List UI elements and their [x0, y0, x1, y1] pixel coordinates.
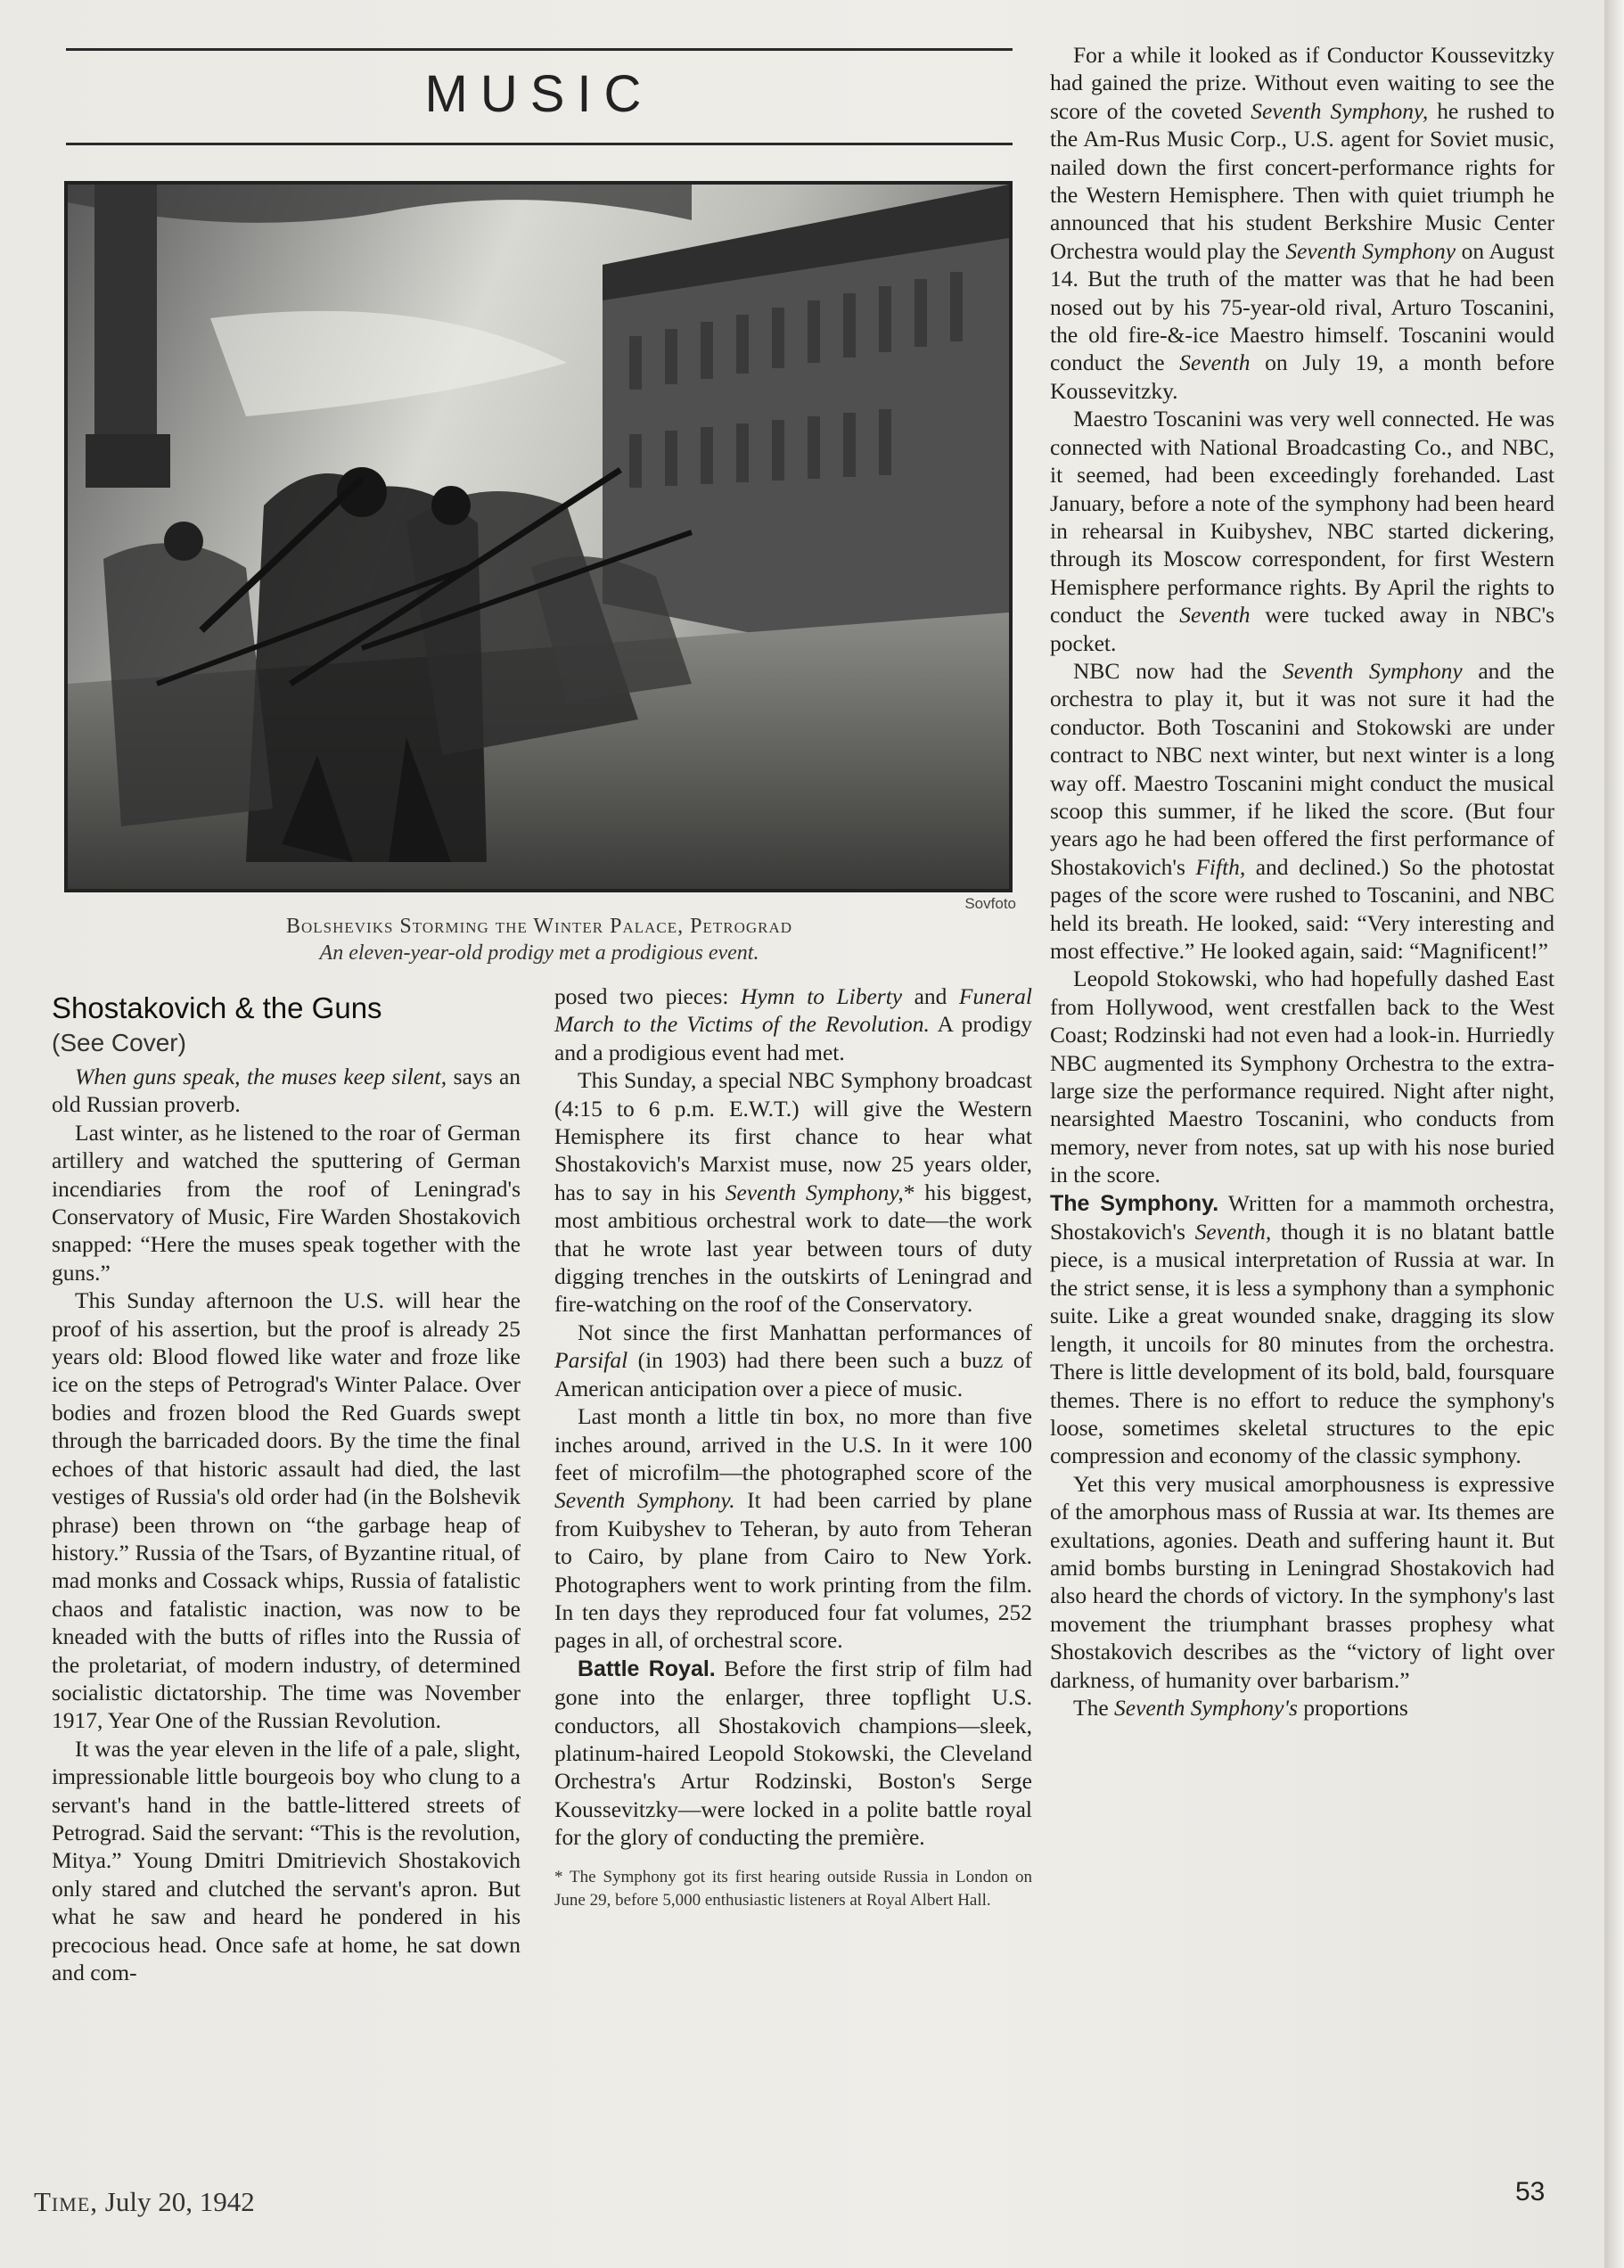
paragraph — [554, 1402, 1032, 1655]
paragraph-text: (in 1903) had there been such a buzz of American anticipation over a piece of music. — [554, 1347, 1032, 1401]
magazine-name: Time, — [34, 2186, 99, 2217]
paragraph-text: says an old Russian proverb. — [52, 1064, 521, 1118]
paragraph-text: * his biggest, most ambitious orchestral work to date—the work that he wrote last year between tours of duty digging trenches in the outskirts of Leningrad and fire-watching on the roof of the Conservatory. — [554, 1179, 1033, 1318]
work-title: Seventh Symphony, — [725, 1179, 904, 1205]
paragraph — [554, 1319, 1032, 1402]
paragraph-text: For a while it looked as if Conductor Koussevitzky had gained the prize. Without even waiting to see the score of the coveted — [1050, 42, 1554, 124]
title-rule — [66, 143, 1013, 145]
paragraph-text: proportions — [1297, 1694, 1408, 1721]
see-cover-note: (See Cover) — [52, 1029, 186, 1056]
proverb-italic: When guns speak, the muses keep silent, — [75, 1064, 447, 1089]
article-headline: Shostakovich & the Guns — [52, 991, 382, 1024]
paragraph-text: The — [1073, 1694, 1115, 1721]
paragraph-text: posed two pieces: — [554, 983, 741, 1009]
article-column-2 — [554, 982, 1032, 1912]
paragraph — [1050, 41, 1554, 405]
paragraph — [52, 1063, 521, 1119]
photo-caption-subtitle: An eleven-year-old prodigy met a prodigious event. — [319, 941, 759, 965]
paragraph-text: Written for a mammoth orchestra, Shostakovich's — [1050, 1189, 1554, 1245]
work-title: Seventh, — [1194, 1219, 1272, 1245]
footnote: * The Symphony got its first hearing outside Russia in London on June 29, before 5,000 enthusiastic listeners at Royal Albert Hall. — [554, 1867, 1032, 1910]
paragraph — [1050, 657, 1554, 965]
work-title: Seventh — [1179, 349, 1251, 376]
paragraph-text: and — [902, 983, 959, 1009]
paragraph-text: were tucked away in NBC's pocket. — [1050, 602, 1555, 656]
issue-date: July 20, 1942 — [98, 2186, 255, 2217]
work-title: Seventh Symphony — [1285, 237, 1456, 264]
page-edge-shadow — [1604, 0, 1624, 2268]
paragraph-text: Maestro Toscanini was very well connected. He was connected with National Broadcasting Co., and NBC, it seemed, had been exceedingly forehanded. Last January, before a note of the symphony had been heard in rehearsal in Kuibyshev, NBC started dickering, through its Moscow correspondent, for first Western Hemisphere performance rights. By April the rights to conduct the — [1050, 406, 1554, 629]
top-rule — [66, 48, 1013, 51]
work-title: Seventh Symphony, — [1251, 97, 1429, 124]
paragraph — [1050, 405, 1554, 657]
paragraph: Leopold Stokowski, who had hopefully dashed East from Hollywood, went crestfallen back to the West Coast; Rodzinski had not even had a look-in. Hurriedly NBC augmented its Symphony Orchestra to the extra-large size the performance required. Night after night, nearsighted Maestro Toscanini, who conducts from memory, never from notes, sat up with his nose buried in the score. — [1050, 966, 1554, 1188]
section-title: MUSIC — [424, 65, 654, 123]
paragraph — [554, 1066, 1032, 1319]
paragraph: This Sunday afternoon the U.S. will hear the proof of his assertion, but the proof is already 25 years old: Blood flowed like water and froze like ice on the steps of Petrograd's Winter Palace. Over bodies and frozen blood the Red Guards swept through the barricaded doors. By the time the final echoes of that historic assault had died, the last vestiges of Russia's old order had (in the Bolshevik phrase) been thrown on “the garbage heap of history.” Russia of the Tsars, of Byzantine ritual, of mad monks and Cossack whips, Russia of fatalistic chaos and fatalistic inaction, was now to be kneaded with the butts of rifles into the Russia of the proletariat, of modern industry, of determined socialistic dictatorship. The time was November 1917, Year One of the Russian Revolution. — [52, 1287, 521, 1734]
article-column-1 — [52, 990, 521, 1986]
paragraph-text: and the orchestra to play it, but it was not sure it had the conductor. Both Toscanini and Stokowski are under contract to NBC next winter, but next winter is a long way off. Maestro Toscanini might conduct the musical scoop this summer, if he liked the score. (But four years ago he had been offered the first performance of Shostakovich's — [1050, 657, 1554, 880]
paragraph-text: he rushed to the Am-Rus Music Corp., U.S. agent for Soviet music, nailed down the first concert-performance rights for the Western Hemisphere. Then with quiet triumph he announced that his student Berkshire Music Center Orchestra would play the — [1050, 97, 1554, 264]
paragraph: Yet this very musical amorphousness is expressive of the amorphous mass of Russia at war. Its themes are exultations, agonies. Death and suffering haunt it. But amid bombs bursting in Leningrad Shostakovich had also heard the chords of victory. In the symphony's last movement the triumphant brasses prophesy what Shostakovich describes as the “victory of light over darkness, of humanity over barbarism.” — [1050, 1470, 1554, 1693]
work-title: Seventh Symphony — [1282, 657, 1463, 684]
paragraph — [1050, 1694, 1554, 1722]
paragraph-text: Last month a little tin box, no more than five inches around, arrived in the U.S. In it were 100 feet of microfilm—the photographed score of the — [554, 1403, 1032, 1485]
paragraph-text: This Sunday, a special NBC Symphony broadcast (4:15 to 6 p.m. E.W.T.) will give the Western Hemisphere its first chance to hear what Shostakovich's Marxist muse, now 25 years older, has to say in his — [554, 1067, 1032, 1205]
paragraph-text: Before the first strip of film had gone into the enlarger, three topflight U.S. conductors, all Shostakovich champions—sleek, platinum-haired Leopold Stokowski, the Cleveland Orchestra's Artur Rodzinski, Boston's Serge Koussevitzky—were locked in a polite battle royal for the glory of conducting the première. — [554, 1655, 1032, 1851]
paragraph-text: NBC now had the — [1073, 657, 1283, 684]
paragraph-text: though it is no blatant battle piece, is a musical interpretation of Russia at war. In the strict sense, it is less a symphony than a symphonic suite. Like a great wounded snake, dragging its slow length, it uncoils for 80 minutes from the orchestra. There is little development of its bold, bald, foursquare themes. There is no effort to reduce the symphony's loose, sometimes skeletal structures to the epic compression and economy of the classic symphony. — [1050, 1219, 1554, 1469]
paragraph-text: and declined.) So the photostat pages of the score were rushed to Toscanini, and NBC held its breath. He looked, said: “Very interesting and most effective.” He looked again, said: “Magnificent!” — [1050, 853, 1554, 964]
paragraph — [554, 1655, 1032, 1852]
footer-issue — [34, 2186, 255, 2218]
photo-caption-title: Bolsheviks Storming the Winter Palace, Petrograd — [285, 915, 793, 938]
photo-credit: Sovfoto — [964, 895, 1016, 912]
subhead-battle-royal: Battle Royal. — [578, 1656, 716, 1681]
winter-palace-photo — [64, 181, 1013, 892]
work-title: Seventh Symphony's — [1114, 1694, 1298, 1721]
work-title: Funeral March to the Victims of the Revolution. — [554, 983, 1032, 1038]
work-title: Parsifal — [554, 1347, 628, 1374]
paragraph-text: on August 14. But the truth of the matter was that he had been nosed out by his 75-year-old rival, Arturo Toscanini, the old fire-&-ice Maestro himself. Toscanini would conduct the — [1050, 237, 1554, 376]
paragraph: It was the year eleven in the life of a pale, slight, impressionable little bourgeois boy who clung to a servant's hand in the battle-littered streets of Petrograd. Said the servant: “This is the revolution, Mitya.” Young Dmitri Dmitrievich Shostakovich only stared and clutched the servant's apron. But what he saw and heard he pondered in his precocious head. Once safe at home, he sat down and com- — [52, 1735, 521, 1985]
article-column-3 — [1050, 41, 1554, 1722]
work-title: Seventh Symphony. — [554, 1487, 735, 1514]
work-title: Fifth, — [1195, 853, 1246, 880]
work-title: Seventh — [1179, 602, 1251, 629]
paragraph — [554, 982, 1032, 1066]
subhead-the-symphony: The Symphony. — [1050, 1190, 1219, 1216]
paragraph: Last winter, as he listened to the roar of German artillery and watched the sputtering of German incendiaries from the roof of Leningrad's Conservatory of Music, Fire Warden Shostakovich snapped: “Here the muses speak together with the guns.” — [52, 1119, 521, 1286]
paragraph-text: It had been carried by plane from Kuibyshev to Teheran, by auto from Teheran to Cairo, by plane from Cairo to New York. Photographers went to work printing from the film. In ten days they reproduced four fat volumes, 252 pages in all, of orchestral score. — [554, 1487, 1032, 1654]
paragraph-text: Not since the first Manhattan performances of — [578, 1319, 1032, 1345]
page-number: 53 — [1515, 2177, 1546, 2206]
paragraph-text: A prodigy and a prodigious event had met. — [554, 1011, 1032, 1065]
paragraph — [1050, 1189, 1554, 1470]
paragraph-text: on July 19, a month before Koussevitzky. — [1050, 349, 1555, 404]
work-title: Hymn to Liberty — [740, 983, 903, 1009]
